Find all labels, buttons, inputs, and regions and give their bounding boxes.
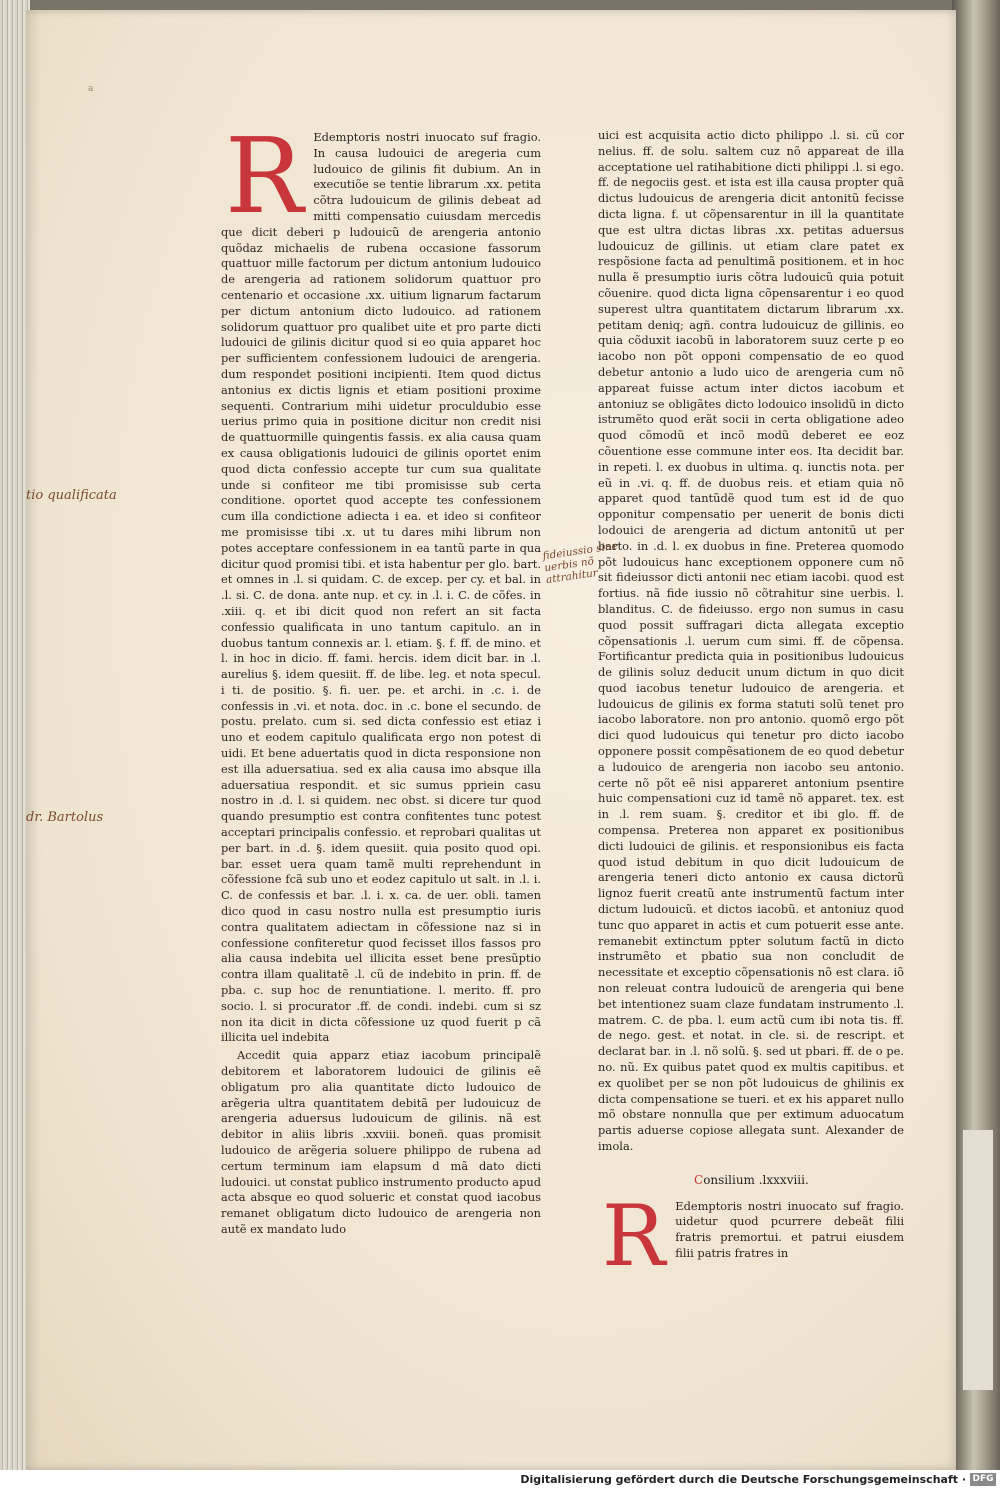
margin-annotation-2: dr. Bartolus	[26, 810, 104, 825]
book-edge-right	[952, 0, 1000, 1470]
consilium-heading	[694, 1173, 904, 1189]
next-consilium-opening: Edemptoris nostri inuocato suf fragio. uidetur quod pcurrere debeãt filii fratris premortui. et patrui eiusdem filii patris fratres in	[675, 1198, 904, 1260]
footer-bar	[0, 1470, 1000, 1490]
corner-mark: a	[88, 84, 94, 94]
margin-annotation-1: tio qualificata	[26, 488, 117, 503]
consilium-body-continued: Accedit quia apparz etiaz iacobum principalẽ debitorem et laboratorem ludouici de gilinis eẽ obligatum pro alia quantitate dicto ludouico de arẽgeria ultra quantitatem debitã per ludouicuz de arengeria aduersus ludouicum de gilinis. nã est debitor in aliis libris .xxviii. boneñ. quas promisit ludouico de arẽgeria soluere philippo de rubena ad certum terminum iam elapsum d mã dato dicti ludouici. ut constat publico instrumento producto apud acta absque eo quod solueric et constat quod iacobus remanet obligatum dicto ludouico de arengeria non autẽ ex mandato ludo	[221, 1048, 541, 1236]
consilium-body-right: uici est acquisita actio dicto philippo .l. si. cũ cor nelius. ff. de solu. saltem cuz nõ appareat de illa acceptatione uel ratihabitione dicti philippi .l. si ego. ff. de negociis gest. et ista est illa causa propter quã dictus ludouicus de arengeria dicit antonitũ fecisse dicta ligna. f. ut cõpensarentur in ill la quantitate que est ultra dictas libras .xx. petitas aduersus ludouicuz de gillinis. ut etiam clare patet ex respõsione facta ad penultimã positionem. et in hoc nulla ẽ presumptio iuris cõtra ludouicũ quia potuit cõuenire. quod dicta ligna cõpensarentur i eo quod superest ultra quantitatem dictarum librarum .xx. petitam deniq; agñ. contra ludouicuz de gillinis. eo quia cõduxit iacobũ in laboratorem suuz certe p eo iacobo non põt opponi compensatio de eo quod debetur antonio a ludo uico de arengeria cum nõ appareat fuisse actum inter dictos iacobum et antoniuz se obligãtes dicto lodouico insolidũ in dicto istrumẽto quod erãt socii in certa obligatione adeo quod cõmodũ et incõ modũ deberet ee eoz cõuentione esse commune inter eos. Ita decidit bar. in repeti. l. ex duobus in ultima. q. iunctis nota. per eũ in .vi. q. ff. de duobus reis. et etiam quia nõ apparet quod tantũdẽ quod tum est id de quo opponitur compensatio per uenerit de bonis dicti lodouici de arengeria ad dictum antonitũ ut per barto. in .d. l. ex duobus in fine. Preterea quomodo põt ludouicus hanc exceptionem opponere cum nõ sit fideiussor dicti antonii nec etiam iacobi. quod est fortius. nã fide iussio nõ cõtrahitur sine uerbis. l. blanditus. C. de fideiusso. ergo non sumus in casu quod possit suffragari dicta allegata exceptio cõpensationis .l. uerum cum simi. ff. de cõpensa. Fortificantur predicta quia in positionibus ludouicus de gilinis soluz deducit unum dictum in quo dicit quod iacobus tenetur ludouico de arengeria. et ludouicus de gilinis ex forma statuti solũ tenet pro iacobo laboratore. non pro antonio. quomõ ergo põt dici quod ludouicus qui tenetur pro dicto iacobo opponere possit compẽsationem de eo quod debetur a ludouico de arengeria non iacobo seu antonio. certe nõ põt eẽ nisi appareret antonium psentire huic compensationi cuz id tamẽ nõ apparet. tex. est in .l. rem suam. §. creditor et ibi glo. ff. de compensa. Preterea non apparet ex positionibus dicti ludouici de gilinis. et responsionibus eis facta quod istud debitum in quo dicit ludouicum de arengeria teneri dicto antonio ex causa dictorũ lignoz fuerit creatũ ante instrumentũ factum inter dictum ludouicũ. et dictos iacobũ. et antoniuz quod tunc quo apparet in actis et cum potuerit esse ante. remanebit extinctum ppter solutum factũ in dicto instrumẽto et pbatio sua non concludit de necessitate et exceptio cõpensationis nõ est clara. iõ non releuat contra ludouicũ de arengeria qui bene bet intentionez suam claze fundatam instrumento .l. matrem. C. de pba. l. eum actũ cum ibi nota tis. ff. de nego. gest. et notat. in cle. si. de rescript. et declarat bar. in .l. nõ solũ. §. sed ut pbari. ff. de o pe. no. nũ. Ex quibus patet quod ex multis capitibus. et ex quolibet per se non põt ludouicus de ghilinis ex dicta compensatione se tueri. et ex his apparet nullo mõ obstare nonnulla que per extimum aduocatum partis aduerse copiose allegata sunt. Alexander de imola.	[598, 128, 904, 1153]
dfg-logo-icon: DFG	[970, 1473, 996, 1486]
red-initial-dropcap: R	[225, 115, 304, 237]
book-page	[26, 10, 956, 1470]
red-initial-dropcap-2: R	[602, 1186, 666, 1285]
consilium-body: Edemptoris nostri inuocato suf fragio. In causa ludouici de aregeria cum ludouico de gilinis fit dubium. An in executiõe se tentie librarum .xx. petita cõtra ludouicum de gilinis debeat ad mitti compensatio cuiusdam mercedis que dicit deberi p ludouicũ de arengeria antonio quõdaz michaelis de rubena occasione fassorum quattuor mille factorum per dictum antonium ludouico de arengeria ad rationem solidorum quattuor pro centenario et occasione .xx. uitium lignarum factarum per dictum antonium dicto ludouico. ad rationem solidorum quattuor pro qualibet uite et pro parte dicti ludouici de gilinis dicitur quod si eo quia apparet hoc per sufficientem confessionem ludouici de arengeria. dum respondet positioni incipienti. Item quod dictus antonius ex dictis lignis et etiam positioni proxime sequenti. Contrarium mihi uidetur proculdubio esse uerius primo quia in positione dicitur non credit nisi de quattuormille quingentis fassis. ex alia causa quam ex causa obligationis ludouici de gilinis oportet enim quod dicta confessio accepte tur cum sua qualitate unde si confiteor me tibi promisisse sub certa conditione. oportet quod accepte tes confessionem cum illa condictione adiecta i ea. et ideo si confiteor me promisisse tibi .x. ut tu dares mihi librum non potes acceptare confessionem in ea tantũ parte in qua dicitur quod promisi tibi. et ista habentur per glo. bart. et omnes in .l. si quidam. C. de excep. per cy. et bal. in .l. si. C. de dona. ante nup. et cy. in .l. i. C. de cõfes. in .xiii. q. et ibi dicit quod non refert an sit facta confessio qualificata in uno tantum capitulo. an in duobus tantum connexis ar. l. etiam. §. f. ff. de mino. et l. in hoc in dicio. ff. fami. hercis. idem dicit bar. in .l. aurelius §. idem quesiit. ff. de libe. leg. et nota specul. i ti. de positio. §. fi. uer. pe. et archi. in .c. i. de confessis in .vi. et nota. doc. in .c. bone el secundo. de postu. prelato. cum si. sed dicta confessio est etiaz i uno et eodem capitulo qualificata ergo non potest di uidi. Et bene aduertatis quod in dicta responsione non est illa aduersatiua. sed ex alia causa imo absque illa aduersatiua respondit. et sic sumus ppriein casu nostro in .d. l. si quidem. nec obst. si dicere tur quod quando presumptio est contra confitentes tunc potest acceptari principalis confessio. et reprobari qualitas ut per bart. in .d. §. idem quesiit. quia posito quod opi. bar. esset uera quam tamẽ multi reprehendunt in cõfessione fcã sub uno et eodez capitulo ut salt. in .l. i. C. de confessis et bar. .l. i. x. ca. de uer. obli. tamen dico quod in casu nostro nulla est presumptio iuris contra qualitatem adiectam in cõfessione naz si in confessione confiteretur quod fecisset illos fassos pro alia causa indebita uel illicita esset bene presũptio contra illam qualitatẽ .l. cũ de indebito in prin. ff. de pba. c. sup hoc de renuntiatione. l. merito. ff. pro socio. l. si procurator .ff. de condi. indebi. cum si sz non ita dicit in dicta cõfessione uz quod fuerit p cã illicita uel indebita	[221, 130, 541, 1045]
page-tab	[962, 1130, 993, 1390]
left-text-column	[221, 115, 541, 1238]
heading-text: onsilium .lxxxviii.	[703, 1172, 809, 1187]
right-text-column	[598, 128, 904, 1285]
heading-initial: C	[694, 1172, 704, 1187]
margin-annotation-3: fideiussio sine uerbis nõ attrahitur	[541, 539, 619, 587]
funding-credit: Digitalisierung gefördert durch die Deutsche Forschungsgemeinschaft ·	[520, 1473, 966, 1486]
